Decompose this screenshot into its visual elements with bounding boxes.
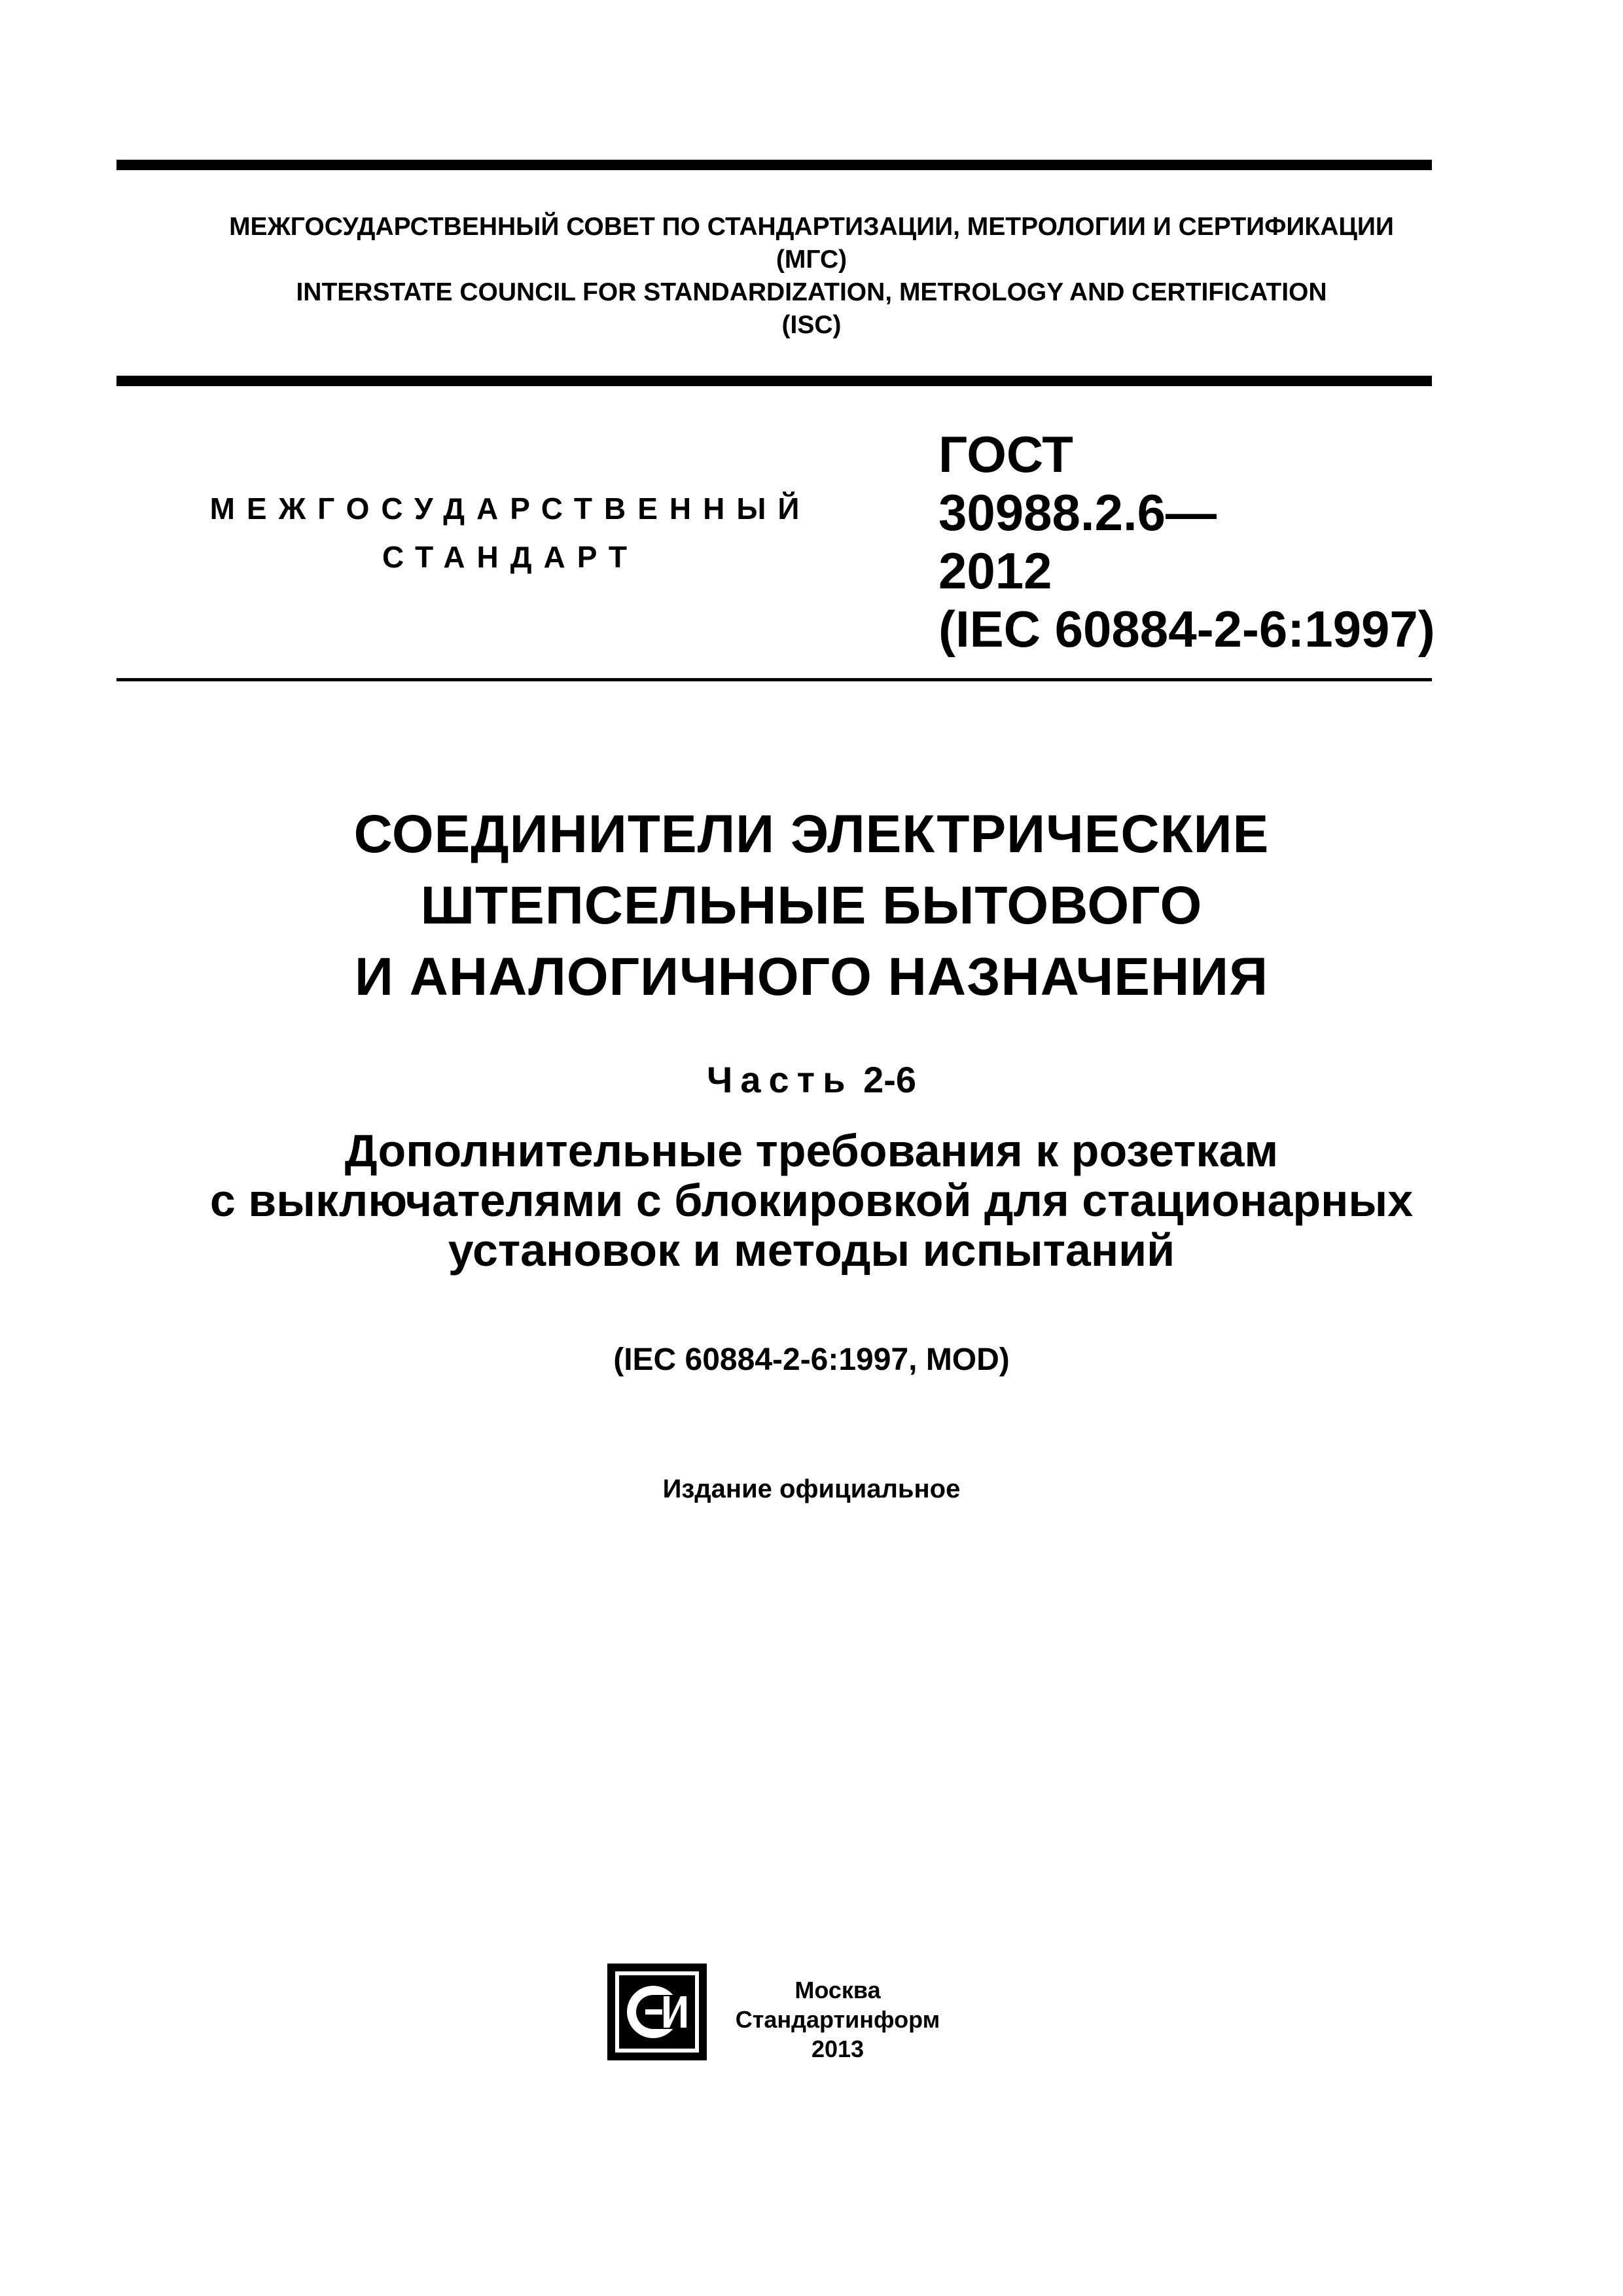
top-rule bbox=[116, 160, 1432, 170]
designation-year: 2012 bbox=[938, 542, 1052, 600]
publisher-name: Стандартинформ bbox=[735, 2006, 940, 2033]
designation-number: 30988.2.6— bbox=[938, 484, 1217, 541]
council-name-en: INTERSTATE COUNCIL FOR STANDARDIZATION, METROLOGY AND CERTIFICATION bbox=[296, 278, 1327, 306]
designation-iec: (IEC 60884-2-6:1997) bbox=[938, 600, 1435, 658]
document-title bbox=[0, 798, 1623, 1013]
part-heading bbox=[0, 1054, 1623, 1106]
document-subtitle bbox=[0, 1126, 1623, 1275]
title-line-2: ШТЕПСЕЛЬНЫЕ БЫТОВОГО bbox=[420, 876, 1203, 935]
publisher-city: Москва bbox=[794, 1977, 881, 2003]
subtitle-line-3: установок и методы испытаний bbox=[448, 1225, 1175, 1276]
council-abbr-ru: (МГС) bbox=[776, 245, 847, 274]
subtitle-line-2: с выключателями с блокировкой для стационарных bbox=[209, 1175, 1414, 1226]
designation-rule bbox=[116, 678, 1432, 681]
standard-kind-line2: СТАНДАРТ bbox=[382, 540, 639, 574]
standard-kind bbox=[190, 484, 831, 581]
council-header bbox=[0, 211, 1623, 342]
edition-note: Издание официальное bbox=[662, 1475, 961, 1503]
iec-reference: (IEC 60884-2-6:1997, MOD) bbox=[613, 1342, 1010, 1377]
part-number: 2-6 bbox=[863, 1059, 916, 1100]
standartinform-logo-icon bbox=[607, 1964, 707, 2060]
subtitle-line-1: Дополнительные требования к розеткам bbox=[344, 1125, 1279, 1176]
council-abbr-en: (ISC) bbox=[781, 311, 842, 339]
gost-designation bbox=[938, 425, 1435, 658]
designation-prefix: ГОСТ bbox=[938, 425, 1073, 483]
standard-kind-line1: МЕЖГОСУДАРСТВЕННЫЙ bbox=[209, 492, 812, 526]
council-name-ru: МЕЖГОСУДАРСТВЕННЫЙ СОВЕТ ПО СТАНДАРТИЗАЦИИ, МЕТРОЛОГИИ И СЕРТИФИКАЦИИ bbox=[229, 213, 1394, 241]
part-label: Часть bbox=[707, 1059, 853, 1100]
title-line-3: И АНАЛОГИЧНОГО НАЗНАЧЕНИЯ bbox=[354, 947, 1269, 1007]
title-line-1: СОЕДИНИТЕЛИ ЭЛЕКТРИЧЕСКИЕ bbox=[353, 804, 1270, 864]
publisher-year: 2013 bbox=[811, 2036, 865, 2062]
publisher-block bbox=[707, 1975, 969, 2064]
header-rule bbox=[116, 376, 1432, 386]
